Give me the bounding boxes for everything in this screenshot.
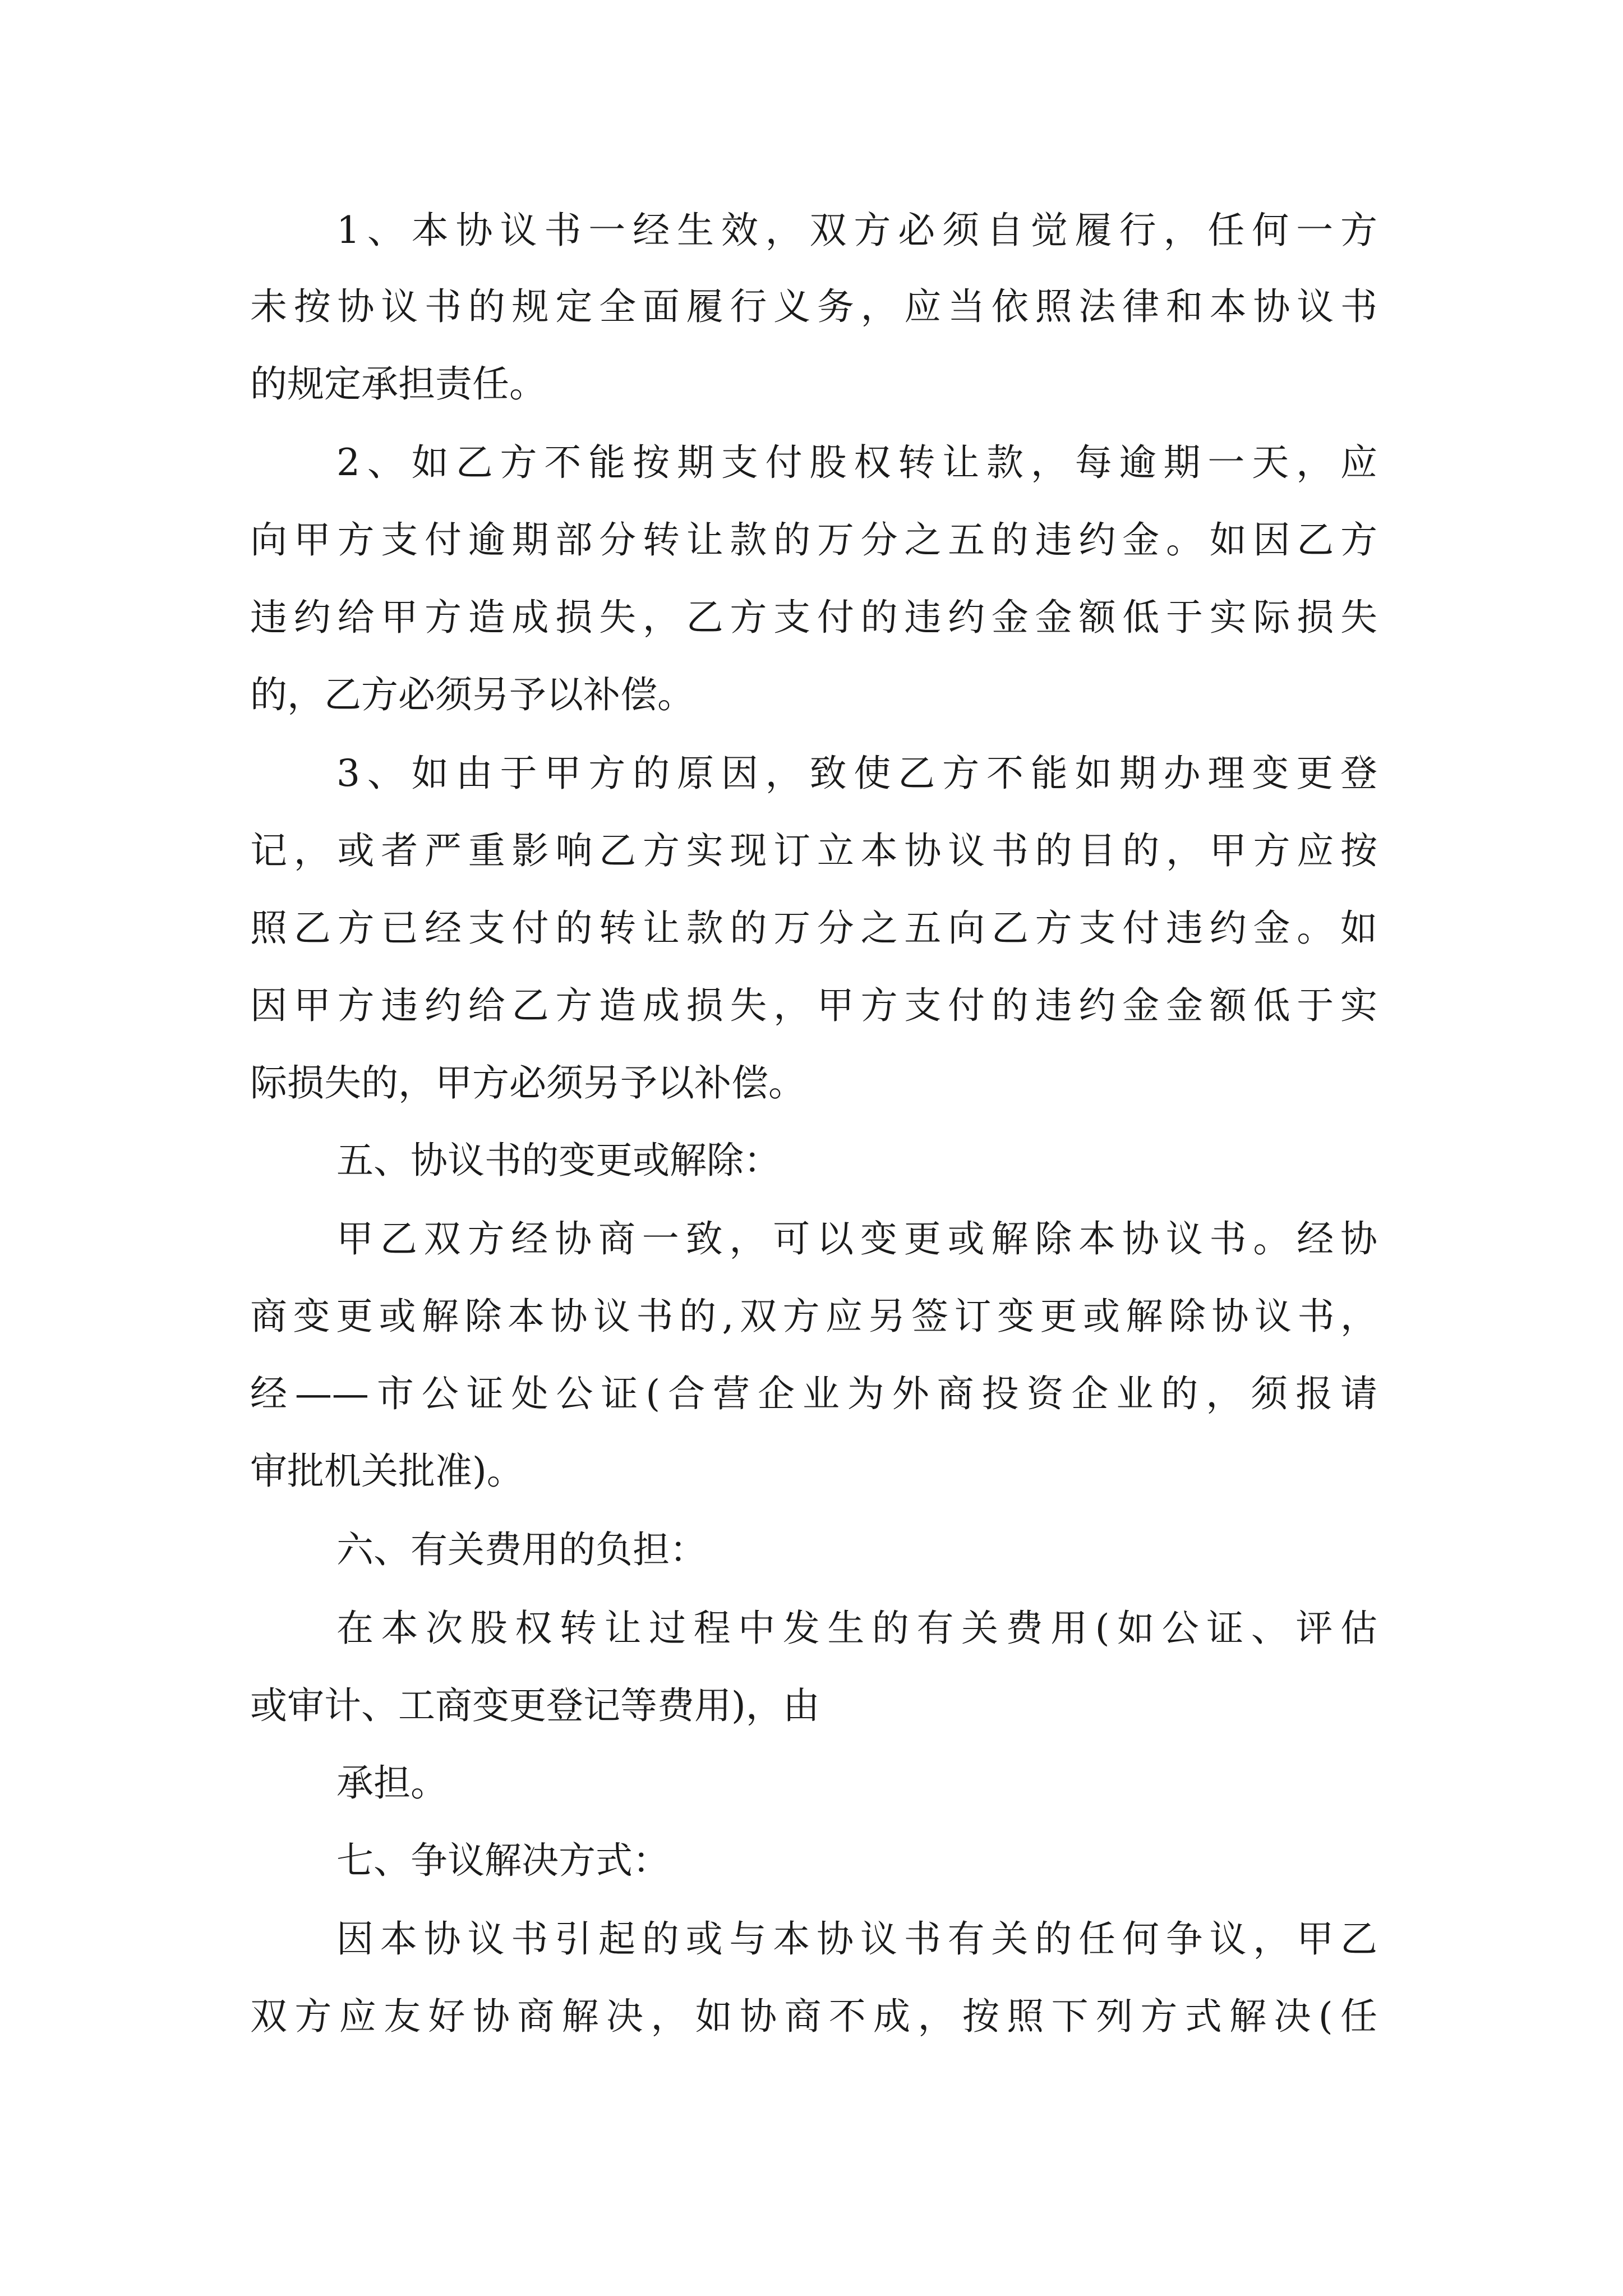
- paragraph-3-line-4: 因甲方违约给乙方造成损失，甲方支付的违约金金额低于实: [250, 984, 1377, 1027]
- section-7-line-1: 因本协议书引起的或与本协议书有关的任何争议，甲乙: [336, 1917, 1377, 1961]
- paragraph-1-line-2: 未按协议书的规定全面履行义务，应当依照法律和本协议书: [250, 285, 1377, 328]
- paragraph-2-line-3: 违约给甲方造成损失，乙方支付的违约金金额低于实际损失: [250, 596, 1377, 639]
- section-6-heading: 六、有关费用的负担：: [336, 1528, 707, 1571]
- paragraph-2-line-2: 向甲方支付逾期部分转让款的万分之五的违约金。如因乙方: [250, 518, 1377, 562]
- paragraph-3-line-2: 记，或者严重影响乙方实现订立本协议书的目的，甲方应按: [250, 829, 1377, 872]
- paragraph-3-line-5: 际损失的，甲方必须另予以补偿。: [250, 1061, 805, 1105]
- section-5-line-1: 甲乙双方经协商一致，可以变更或解除本协议书。经协: [336, 1217, 1377, 1260]
- section-5-line-2: 商变更或解除本协议书的,双方应另签订变更或解除协议书，: [250, 1295, 1377, 1338]
- section-7-line-2: 双方应友好协商解决，如协商不成，按照下列方式解决(任: [250, 1995, 1377, 2038]
- section-6-line-3: 承担。: [336, 1761, 448, 1805]
- paragraph-3-line-1: 3、如由于甲方的原因，致使乙方不能如期办理变更登: [336, 752, 1377, 795]
- paragraph-2-line-4: 的，乙方必须另予以补偿。: [250, 673, 694, 716]
- section-6-line-1: 在本次股权转让过程中发生的有关费用(如公证、评估: [336, 1607, 1377, 1650]
- paragraph-3-line-3: 照乙方已经支付的转让款的万分之五向乙方支付违约金。如: [250, 907, 1377, 950]
- paragraph-1-line-3: 的规定承担责任。: [250, 362, 546, 406]
- paragraph-1-line-1: 1、本协议书一经生效，双方必须自觉履行，任何一方: [336, 209, 1377, 252]
- paragraph-2-line-1: 2、如乙方不能按期支付股权转让款，每逾期一天，应: [336, 441, 1377, 484]
- section-7-heading: 七、争议解决方式：: [336, 1839, 670, 1882]
- section-5-line-3: 经——市公证处公证(合营企业为外商投资企业的，须报请: [250, 1372, 1377, 1415]
- section-6-line-2: 或审计、工商变更登记等费用)，由: [250, 1684, 820, 1727]
- section-5-heading: 五、协议书的变更或解除：: [336, 1139, 781, 1182]
- section-5-line-4: 审批机关批准)。: [250, 1450, 524, 1493]
